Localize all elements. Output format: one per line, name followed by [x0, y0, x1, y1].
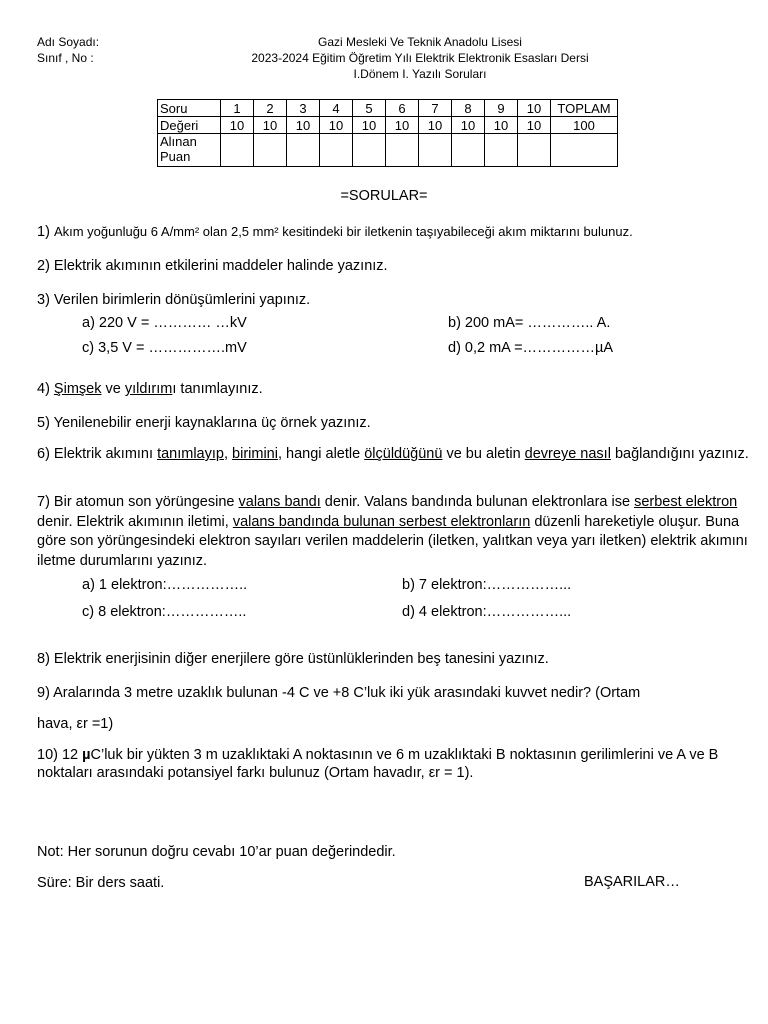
q4-text: 4): [37, 381, 54, 397]
q6-term: devreye nasıl: [524, 446, 611, 462]
question-number: 5: [353, 100, 386, 117]
q7-term: valans bandı: [238, 494, 321, 510]
question-10: [37, 746, 749, 782]
q10-text: C’luk bir yükten 3 m uzaklıktaki A noktasının ve 6 m uzaklıktaki B noktasının gerilimlerini ve A ve B noktaları arasındaki potansiyel farkı bulunuz (Ortam havadır, εr = 1).: [37, 747, 719, 781]
q7-term: valans bandında bulunan serbest elektronların: [232, 513, 531, 530]
row-label: Soru: [158, 100, 221, 117]
question-value: 10: [221, 117, 254, 134]
q7-option-a: a) 1 elektron:……………..: [82, 577, 248, 593]
q7-text: denir. Elektrik akımının iletimi,: [37, 513, 233, 530]
footer-good-luck: BAŞARILAR…: [584, 874, 680, 890]
q3-option-c: c) 3,5 V = …………….mV: [82, 340, 247, 356]
question-value: 10: [353, 117, 386, 134]
section-title: =SORULAR=: [340, 188, 428, 204]
question-9-line1: 9) Aralarında 3 metre uzaklık bulunan -4 C ve +8 C’luk iki yük arasındaki kuvvet nedir? (Ortam: [37, 685, 641, 701]
question-value: 10: [386, 117, 419, 134]
q7-option-d: d) 4 elektron:……………...: [402, 604, 572, 620]
question-3: 3) Verilen birimlerin dönüşümlerini yapınız.: [37, 292, 311, 308]
question-6: [37, 445, 749, 463]
question-number: 4: [320, 100, 353, 117]
q6-text: ,: [223, 446, 233, 462]
question-number: 2: [254, 100, 287, 117]
question-number: 7: [419, 100, 452, 117]
school-name: Gazi Mesleki Ve Teknik Anadolu Lisesi: [318, 35, 522, 49]
question-number: 6: [386, 100, 419, 117]
question-2: 2) Elektrik akımının etkilerini maddeler halinde yazınız.: [37, 258, 388, 274]
q6-term: tanımlayıp: [157, 446, 224, 462]
question-number: 1): [37, 224, 50, 240]
row-label: [158, 134, 221, 167]
exam-title: I.Dönem I. Yazılı Soruları: [353, 67, 487, 81]
q6-text: , hangi aletle: [277, 446, 365, 462]
question-8: 8) Elektrik enerjisinin diğer enerjilere göre üstünlüklerinden beş tanesini yazınız.: [37, 651, 549, 667]
q3-option-d: d) 0,2 mA =……………µA: [448, 340, 614, 356]
question-1: [37, 223, 749, 241]
question-number: 3: [287, 100, 320, 117]
score-cell[interactable]: [452, 134, 485, 167]
question-number: 8: [452, 100, 485, 117]
question-value: 10: [485, 117, 518, 134]
total-value: 100: [551, 117, 618, 134]
question-4: [37, 380, 749, 398]
course-title: 2023-2024 Eğitim Öğretim Yılı Elektrik Elektronik Esasları Dersi: [251, 51, 589, 65]
score-cell[interactable]: [518, 134, 551, 167]
q3-option-a: a) 220 V = ………… …kV: [82, 315, 247, 331]
row-label: Değeri: [158, 117, 221, 134]
q7-option-c: c) 8 elektron:……………..: [82, 604, 247, 620]
row-label-line1: Alınan: [160, 134, 197, 149]
score-table: [157, 99, 618, 167]
q6-term: ölçüldüğünü: [364, 446, 443, 462]
footer-note: Not: Her sorunun doğru cevabı 10’ar puan değerindedir.: [37, 844, 396, 860]
score-cell[interactable]: [254, 134, 287, 167]
score-cell[interactable]: [287, 134, 320, 167]
total-label: TOPLAM: [551, 100, 618, 117]
question-number: 1: [221, 100, 254, 117]
question-value: 10: [254, 117, 287, 134]
q4-text: ı tanımlayınız.: [172, 381, 263, 397]
score-cell[interactable]: [320, 134, 353, 167]
total-score-cell[interactable]: [551, 134, 618, 167]
score-cell[interactable]: [386, 134, 419, 167]
score-cell[interactable]: [221, 134, 254, 167]
q4-text: ve: [101, 381, 125, 397]
question-text: Akım yoğunluğu 6 A/mm² olan 2,5 mm² kesitindeki bir iletkenin taşıyabileceği akım miktarını bulunuz.: [53, 224, 633, 239]
question-7: [37, 493, 749, 571]
question-5: 5) Yenilenebilir enerji kaynaklarına üç örnek yazınız.: [37, 415, 371, 431]
q6-text: ve bu aletin: [442, 446, 525, 462]
question-value: 10: [320, 117, 353, 134]
row-label-line2: Puan: [160, 149, 191, 164]
q6-text: 6) Elektrik akımını: [37, 446, 158, 462]
q4-term-simsek: Şimşek: [53, 381, 102, 397]
q7-text: 7) Bir atomun son yörüngesine: [37, 494, 239, 510]
question-9-line2: hava, εr =1): [37, 716, 114, 732]
q10-unit: µ: [82, 747, 91, 763]
q3-option-b: b) 200 mA= ………….. A.: [448, 315, 611, 331]
score-cell[interactable]: [419, 134, 452, 167]
question-value: 10: [419, 117, 452, 134]
question-number: 9: [485, 100, 518, 117]
footer-time: Süre: Bir ders saati.: [37, 875, 165, 891]
q7-option-b: b) 7 elektron:……………...: [402, 577, 572, 593]
score-row: [158, 134, 618, 167]
question-row: [158, 100, 618, 117]
q6-text: bağlandığını yazınız.: [610, 446, 749, 462]
q4-term-yildirim: yıldırım: [124, 381, 173, 397]
q7-text: denir. Valans bandında bulunan elektronlara ise: [320, 494, 635, 510]
score-cell[interactable]: [485, 134, 518, 167]
value-row: [158, 117, 618, 134]
question-number: 10: [518, 100, 551, 117]
q6-term: birimini: [232, 446, 278, 462]
q7-text: düzenli hareketiyle oluşur. Buna göre son yörüngesindeki elektron sayıları verilen maddelerin (iletken, yalıtkan veya yarı iletken) elektrik akımını iletme durumlarını yazınız.: [37, 513, 748, 569]
question-value: 10: [287, 117, 320, 134]
class-label: Sınıf , No :: [37, 51, 94, 65]
q10-text: 10) 12: [37, 747, 83, 763]
q7-term: serbest elektron: [634, 494, 738, 510]
name-label: Adı Soyadı:: [37, 35, 100, 49]
score-cell[interactable]: [353, 134, 386, 167]
question-value: 10: [518, 117, 551, 134]
question-value: 10: [452, 117, 485, 134]
